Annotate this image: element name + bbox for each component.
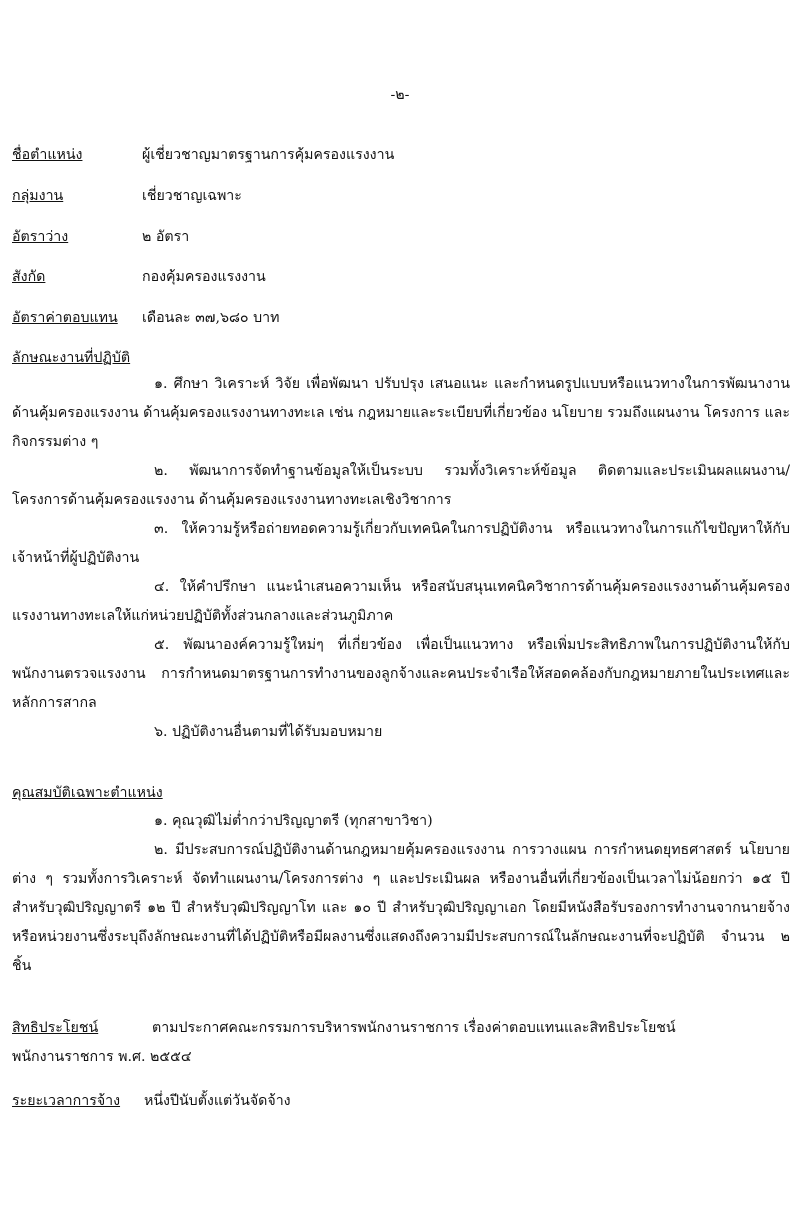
employment-period-row [12,1090,291,1112]
benefits-row [12,1017,676,1039]
vacancy-label: อัตราว่าง [12,229,69,245]
group-value: เชี่ยวชาญเฉพาะ [142,188,242,204]
vacancy-value: ๒ อัตรา [142,229,190,245]
duty-item-5: ๕. พัฒนาองค์ความรู้ใหม่ๆ ที่เกี่ยวข้อง เพื่อเป็นแนวทาง หรือเพิ่มประสิทธิภาพในการปฏิบัติงานให้กับพนักงานตรวจแรงงาน การกำหนดมาตรฐานการทำงานของลูกจ้างและคนประจำเรือให้สอดคล้องกับกฎหมายภายในประเทศและหลักการสากล [12,637,790,711]
affiliation-row [12,266,266,288]
employment-period-label: ระยะเวลาการจ้าง [12,1093,121,1109]
compensation-value: เดือนละ ๓๗,๖๘๐ บาท [142,310,280,326]
position-label: ชื่อตำแหน่ง [12,147,83,163]
group-row [12,185,242,207]
duty-item-6: ๖. ปฏิบัติงานอื่นตามที่ได้รับมอบหมาย [154,724,383,740]
position-value: ผู้เชี่ยวชาญมาตรฐานการคุ้มครองแรงงาน [142,147,395,163]
vacancy-row [12,226,190,248]
benefits-line-2: พนักงานราชการ พ.ศ. ๒๕๕๔ [12,1049,192,1065]
compensation-row [12,307,280,329]
affiliation-label: สังกัด [12,269,46,285]
benefits-line-1: ตามประกาศคณะกรรมการบริหารพนักงานราชการ เรื่องค่าตอบแทนและสิทธิประโยชน์ [152,1020,676,1036]
duty-item-3: ๓. ให้ความรู้หรือถ่ายทอดความรู้เกี่ยวกับเทคนิคในการปฏิบัติงาน หรือแนวทางในการแก้ไขปัญหาให้กับเจ้าหน้าที่ผู้ปฏิบัติงาน [12,521,790,566]
qualification-item-1: ๑. คุณวุฒิไม่ต่ำกว่าปริญญาตรี (ทุกสาขาวิชา) [154,813,433,829]
group-label: กลุ่มงาน [12,188,64,204]
duty-item-2: ๒. พัฒนาการจัดทำฐานข้อมูลให้เป็นระบบ รวมทั้งวิเคราะห์ข้อมูล ติดตามและประเมินผลแผนงาน/โครงการด้านคุ้มครองแรงงาน ด้านคุ้มครองแรงงานทางทะเลเชิงวิชาการ [12,463,790,508]
page-number: -๒- [390,87,410,103]
affiliation-value: กองคุ้มครองแรงงาน [142,269,266,285]
position-row [12,144,395,166]
duties-heading: ลักษณะงานที่ปฏิบัติ [12,350,131,366]
duty-item-4: ๔. ให้คำปรึกษา แนะนำเสนอความเห็น หรือสนับสนุนเทคนิควิชาการด้านคุ้มครองแรงงานด้านคุ้มครองแรงงานทางทะเลให้แก่หน่วยปฏิบัติทั้งส่วนกลางและส่วนภูมิภาค [12,579,790,624]
benefits-label: สิทธิประโยชน์ [12,1020,99,1036]
duty-item-1: ๑. ศึกษา วิเคราะห์ วิจัย เพื่อพัฒนา ปรับปรุง เสนอแนะ และกำหนดรูปแบบหรือแนวทางในการพัฒนางานด้านคุ้มครองแรงงาน ด้านคุ้มครองแรงงานทางทะเล เช่น กฎหมายและระเบียบที่เกี่ยวข้อง นโยบาย รวมถึงแผนงาน โครงการ และกิจกรรมต่าง ๆ [12,376,790,450]
compensation-label: อัตราค่าตอบแทน [12,310,118,326]
employment-period-value: หนึ่งปีนับตั้งแต่วันจัดจ้าง [144,1093,291,1109]
qualifications-heading: คุณสมบัติเฉพาะตำแหน่ง [12,785,163,801]
qualification-item-2: ๒. มีประสบการณ์ปฏิบัติงานด้านกฎหมายคุ้มครองแรงงาน การวางแผน การกำหนดยุทธศาสตร์ นโยบายต่าง ๆ รวมทั้งการวิเคราะห์ จัดทำแผนงาน/โครงการต่าง ๆ และประเมินผล หรืองานอื่นที่เกี่ยวข้องเป็นเวลาไม่น้อยกว่า ๑๕ ปี สำหรับวุฒิปริญญาตรี ๑๒ ปี สำหรับวุฒิปริญญาโท และ ๑๐ ปี สำหรับวุฒิปริญญาเอก โดยมีหนังสือรับรองการทำงานจากนายจ้างหรือหน่วยงานซึ่งระบุถึงลักษณะงานที่ได้ปฏิบัติหรือมีผลงานซึ่งแสดงถึงความมีประสบการณ์ในลักษณะงานที่จะปฏิบัติ จำนวน ๒ ชิ้น [12,842,790,974]
